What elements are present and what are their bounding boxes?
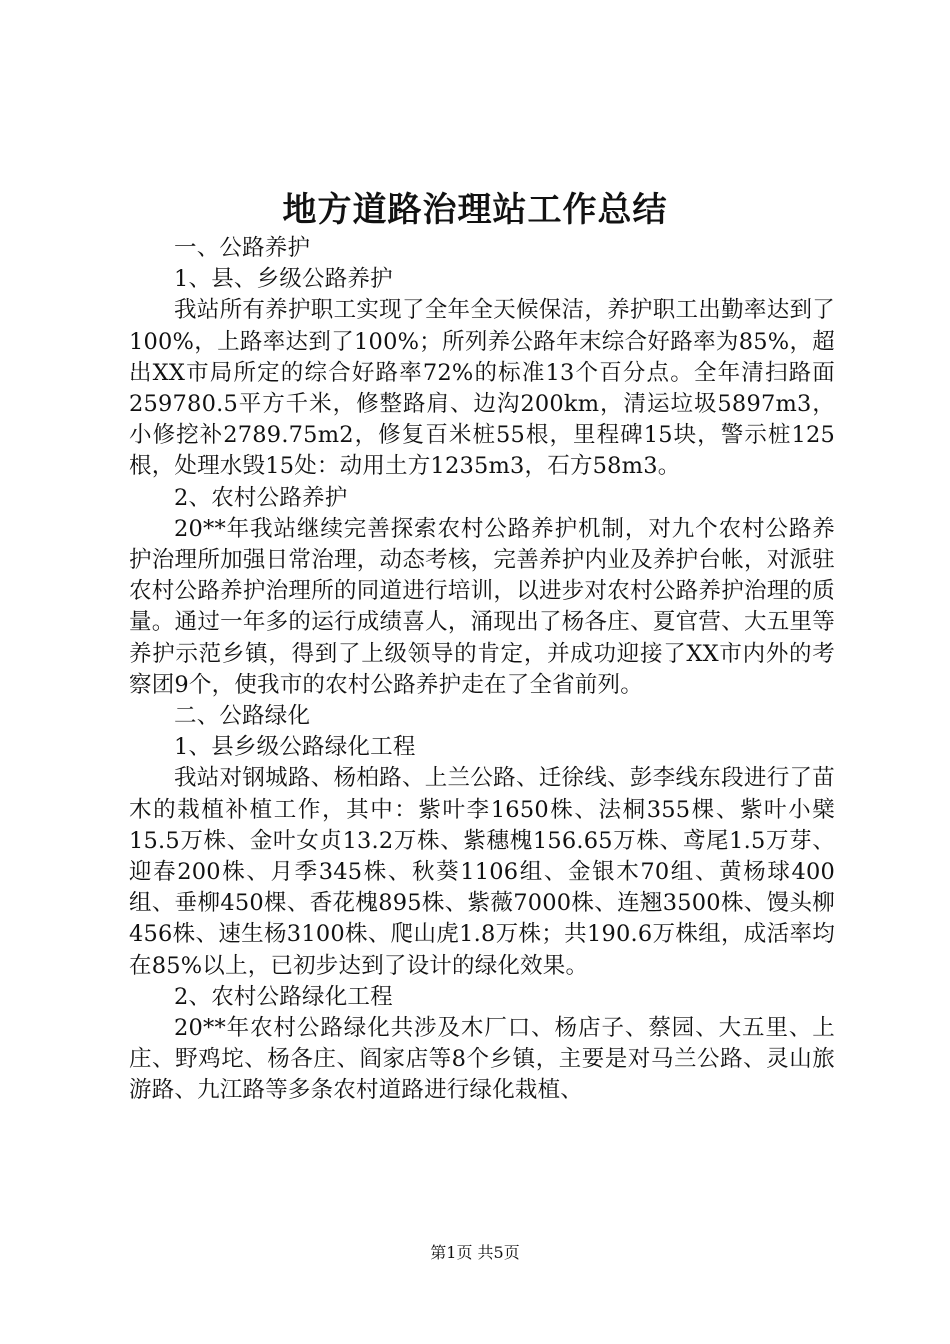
body-paragraph: 我站对钢城路、杨柏路、上兰公路、迁徐线、彭李线东段进行了苗木的栽植补植工作，其中：紫叶李1650株、法桐355棵、紫叶小檗15.5万株、金叶女贞13.2万株、紫穗槐156.65万株、鸢尾1.5万芽、迎春200株、月季345株、秋葵1106组、金银木70组、黄杨球400组、垂柳450棵、香花槐895株、紫薇7000株、连翘3500株、馒头柳456株、速生杨3100株、爬山虎1.8万株；共190.6万株组，成活率均在85%以上，已初步达到了设计的绿化效果。: [129, 765, 835, 979]
page-number-footer: 第1页 共5页: [430, 1243, 520, 1262]
subsection-heading: 2、农村公路绿化工程: [174, 983, 393, 1010]
subsection-heading: 2、农村公路养护: [174, 484, 348, 511]
body-paragraph: 20**年农村公路绿化共涉及木厂口、杨店子、蔡园、大五里、上庄、野鸡坨、杨各庄、阎家店等8个乡镇，主要是对马兰公路、灵山旅游路、九江路等多条农村道路进行绿化栽植、: [129, 1015, 835, 1104]
section-heading: 一、公路养护: [174, 235, 311, 261]
document-title: 地方道路治理站工作总结: [282, 190, 668, 230]
subsection-heading: 1、县乡级公路绿化工程: [174, 734, 416, 761]
body-paragraph: 我站所有养护职工实现了全年全天候保洁，养护职工出勤率达到了100%，上路率达到了100%；所列养公路年末综合好路率为85%，超出XX市局所定的综合好路率72%的标准13个百分点。全年清扫路面259780.5平方千米，修整路肩、边沟200km，清运垃圾5897m3，小修挖补2789.75m2，修复百米桩55根，里程碑15块，警示桩125根，处理水毁15处：动用土方1235m3，石方58m3。: [129, 297, 835, 480]
body-paragraph: 20**年我站继续完善探索农村公路养护机制，对九个农村公路养护治理所加强日常治理，动态考核，完善养护内业及养护台帐，对派驻农村公路养护治理所的同道进行培训，以进步对农村公路养护治理的质量。通过一年多的运行成绩喜人，涌现出了杨各庄、夏官营、大五里等养护示范乡镇，得到了上级领导的肯定，并成功迎接了XX市内外的考察团9个，使我市的农村公路养护走在了全省前列。: [129, 515, 835, 698]
subsection-heading: 1、县、乡级公路养护: [174, 266, 393, 293]
section-heading: 二、公路绿化: [174, 703, 311, 730]
document-body: [129, 233, 835, 1107]
